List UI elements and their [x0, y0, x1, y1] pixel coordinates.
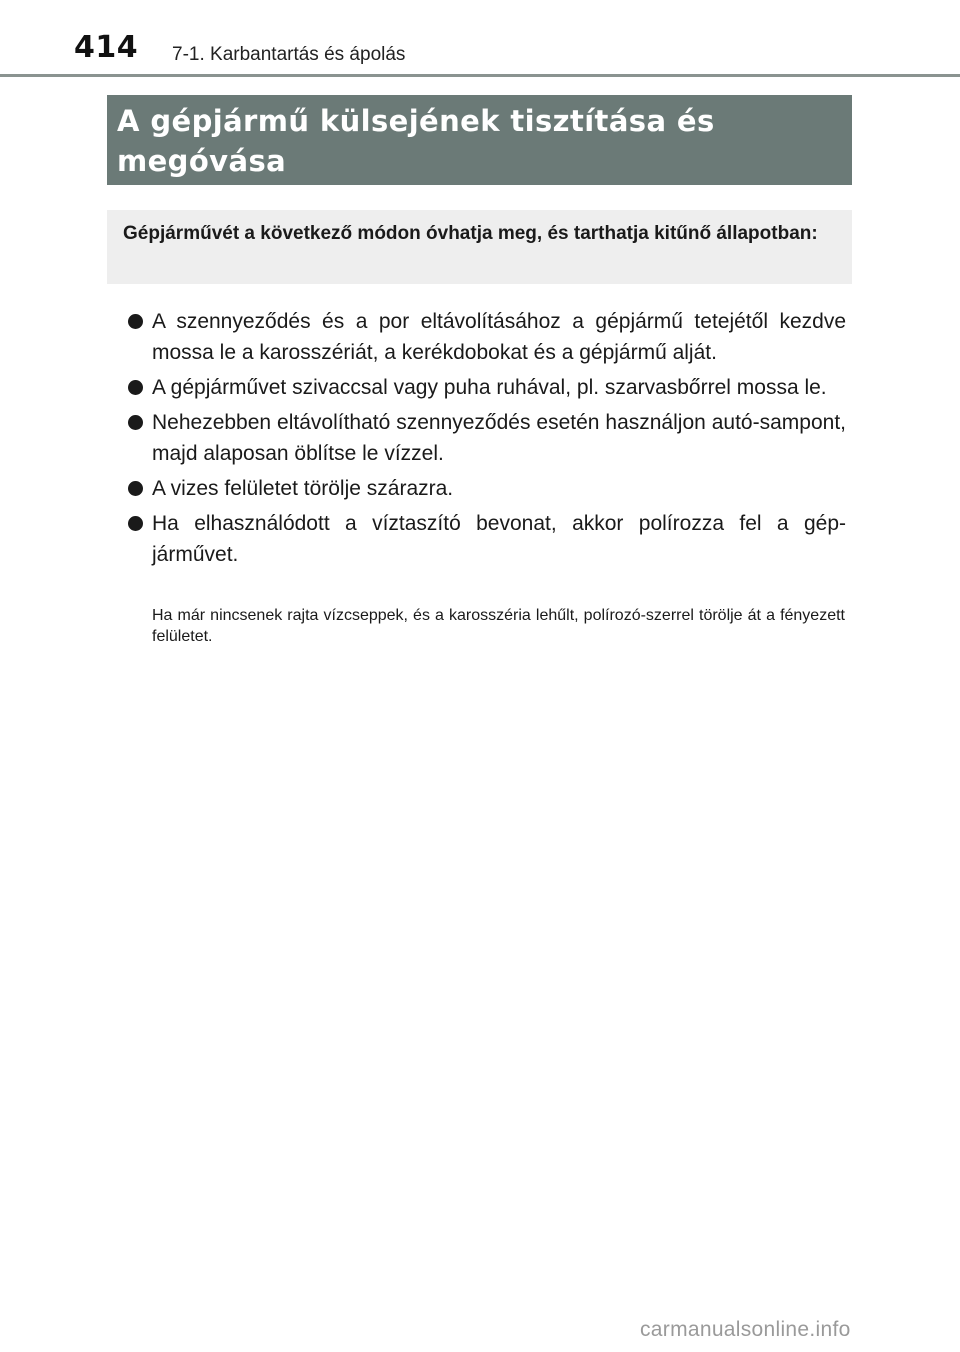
instruction-list	[128, 306, 846, 574]
watermark: carmanualsonline.info	[640, 1318, 851, 1341]
list-item	[128, 306, 846, 368]
bullet-icon	[128, 380, 143, 395]
bullet-icon	[128, 516, 143, 531]
list-item	[128, 372, 846, 403]
list-item	[128, 508, 846, 570]
page-header	[0, 0, 960, 78]
list-item-text: Nehezebben eltávolítható szennyeződés esetén használjon autó-sampont, majd alaposan öblítse le vízzel.	[152, 411, 846, 465]
list-item-text: Ha elhasználódott a víztaszító bevonat, akkor polírozza fel a gép-járművet.	[152, 512, 846, 566]
list-item	[128, 407, 846, 469]
list-item-text: A szennyeződés és a por eltávolításához a gépjármű tetejétől kezdve mossa le a karosszériát, a kerékdobokat és a gépjármű alját.	[152, 310, 846, 364]
section-title-line-2: megóvása	[117, 144, 287, 178]
section-title-band	[107, 95, 852, 185]
bullet-icon	[128, 314, 143, 329]
bullet-icon	[128, 415, 143, 430]
bullet-icon	[128, 481, 143, 496]
list-item-text: A vizes felületet törölje szárazra.	[152, 477, 454, 500]
chapter-title: 7-1. Karbantartás és ápolás	[172, 44, 406, 65]
page-number: 414	[74, 30, 139, 65]
list-item	[128, 473, 846, 504]
intro-text: Gépjárművét a következő módon óvhatja meg, és tarthatja kitűnő állapotban:	[123, 223, 818, 244]
header-divider	[0, 74, 960, 77]
section-title	[117, 101, 842, 181]
note-text: Ha már nincsenek rajta vízcseppek, és a karosszéria lehűlt, polírozó-szerrel törölje át a fényezett felületet.	[152, 607, 845, 645]
intro-box	[107, 210, 852, 284]
section-title-line-1: A gépjármű külsejének tisztítása és	[117, 104, 715, 138]
list-item-text: A gépjárművet szivaccsal vagy puha ruhával, pl. szarvasbőrrel mossa le.	[152, 376, 827, 399]
